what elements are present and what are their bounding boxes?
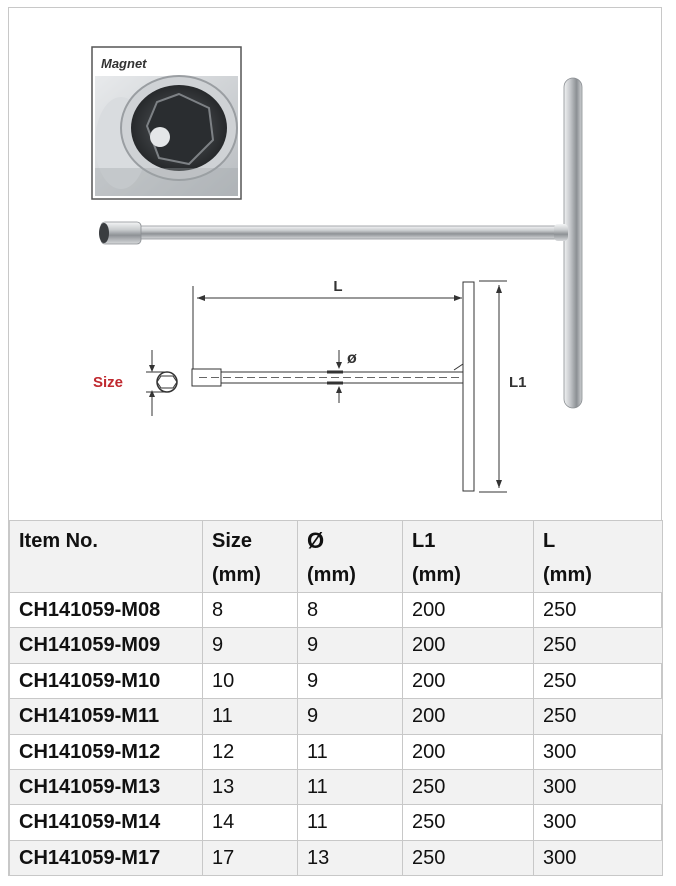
table-row: [10, 805, 663, 840]
header-item-no: [10, 521, 203, 593]
dim-l-label: L: [333, 278, 343, 295]
cell-l: 250: [534, 663, 663, 698]
header-l-label: L: [543, 530, 556, 552]
cell-l: 300: [534, 840, 663, 875]
cell-item-no: CH141059-M12: [10, 734, 203, 769]
header-item-no-label: Item No.: [19, 530, 98, 552]
cell-item-no: CH141059-M11: [10, 699, 203, 734]
header-diameter: [298, 521, 403, 593]
cell-size: 17: [203, 840, 298, 875]
table-header-row: [10, 521, 663, 593]
cell-size: 11: [203, 699, 298, 734]
dimension-drawing: [146, 281, 507, 492]
cell-l1: 200: [403, 628, 534, 663]
cell-l1: 200: [403, 593, 534, 628]
magnet-label: Magnet: [101, 56, 147, 71]
cell-item-no: CH141059-M14: [10, 805, 203, 840]
cell-item-no: CH141059-M08: [10, 593, 203, 628]
cell-size: 14: [203, 805, 298, 840]
cell-size: 9: [203, 628, 298, 663]
header-l1: [403, 521, 534, 593]
cell-diameter: 11: [298, 805, 403, 840]
header-diameter-label: Ø: [307, 528, 325, 553]
cell-diameter: 9: [298, 663, 403, 698]
spec-table: [9, 520, 663, 876]
cell-diameter: 11: [298, 734, 403, 769]
header-size: [203, 521, 298, 593]
cell-item-no: CH141059-M13: [10, 769, 203, 804]
table-row: [10, 663, 663, 698]
cell-l1: 250: [403, 840, 534, 875]
cell-diameter: 9: [298, 628, 403, 663]
cell-size: 13: [203, 769, 298, 804]
cell-l: 300: [534, 805, 663, 840]
t-handle-wrench-illustration: [9, 8, 661, 520]
table-row: [10, 734, 663, 769]
table-row: [10, 840, 663, 875]
header-size-unit: (mm): [212, 564, 261, 586]
header-size-label: Size: [212, 530, 253, 552]
cell-item-no: CH141059-M10: [10, 663, 203, 698]
cell-item-no: CH141059-M17: [10, 840, 203, 875]
header-l1-unit: (mm): [412, 564, 461, 586]
table-row: [10, 699, 663, 734]
cell-diameter: 13: [298, 840, 403, 875]
product-figure: [9, 8, 661, 520]
header-l: [534, 521, 663, 593]
cell-diameter: 9: [298, 699, 403, 734]
dim-diameter-label: ø: [347, 350, 357, 367]
cell-l: 250: [534, 628, 663, 663]
cell-l1: 200: [403, 663, 534, 698]
cell-diameter: 8: [298, 593, 403, 628]
cell-size: 12: [203, 734, 298, 769]
cell-size: 10: [203, 663, 298, 698]
cell-l: 250: [534, 593, 663, 628]
table-row: [10, 769, 663, 804]
cell-diameter: 11: [298, 769, 403, 804]
cell-l: 300: [534, 769, 663, 804]
cell-l1: 250: [403, 769, 534, 804]
table-row: [10, 593, 663, 628]
table-row: [10, 628, 663, 663]
header-diameter-unit: (mm): [307, 564, 356, 586]
cell-l1: 200: [403, 699, 534, 734]
cell-l1: 250: [403, 805, 534, 840]
product-card: [8, 7, 662, 876]
dim-l1-label: L1: [509, 374, 527, 391]
cell-l1: 200: [403, 734, 534, 769]
header-l1-label: L1: [412, 530, 436, 552]
header-l-unit: (mm): [543, 564, 592, 586]
cell-item-no: CH141059-M09: [10, 628, 203, 663]
cell-l: 300: [534, 734, 663, 769]
cell-size: 8: [203, 593, 298, 628]
dim-size-label: Size: [93, 374, 124, 391]
cell-l: 250: [534, 699, 663, 734]
